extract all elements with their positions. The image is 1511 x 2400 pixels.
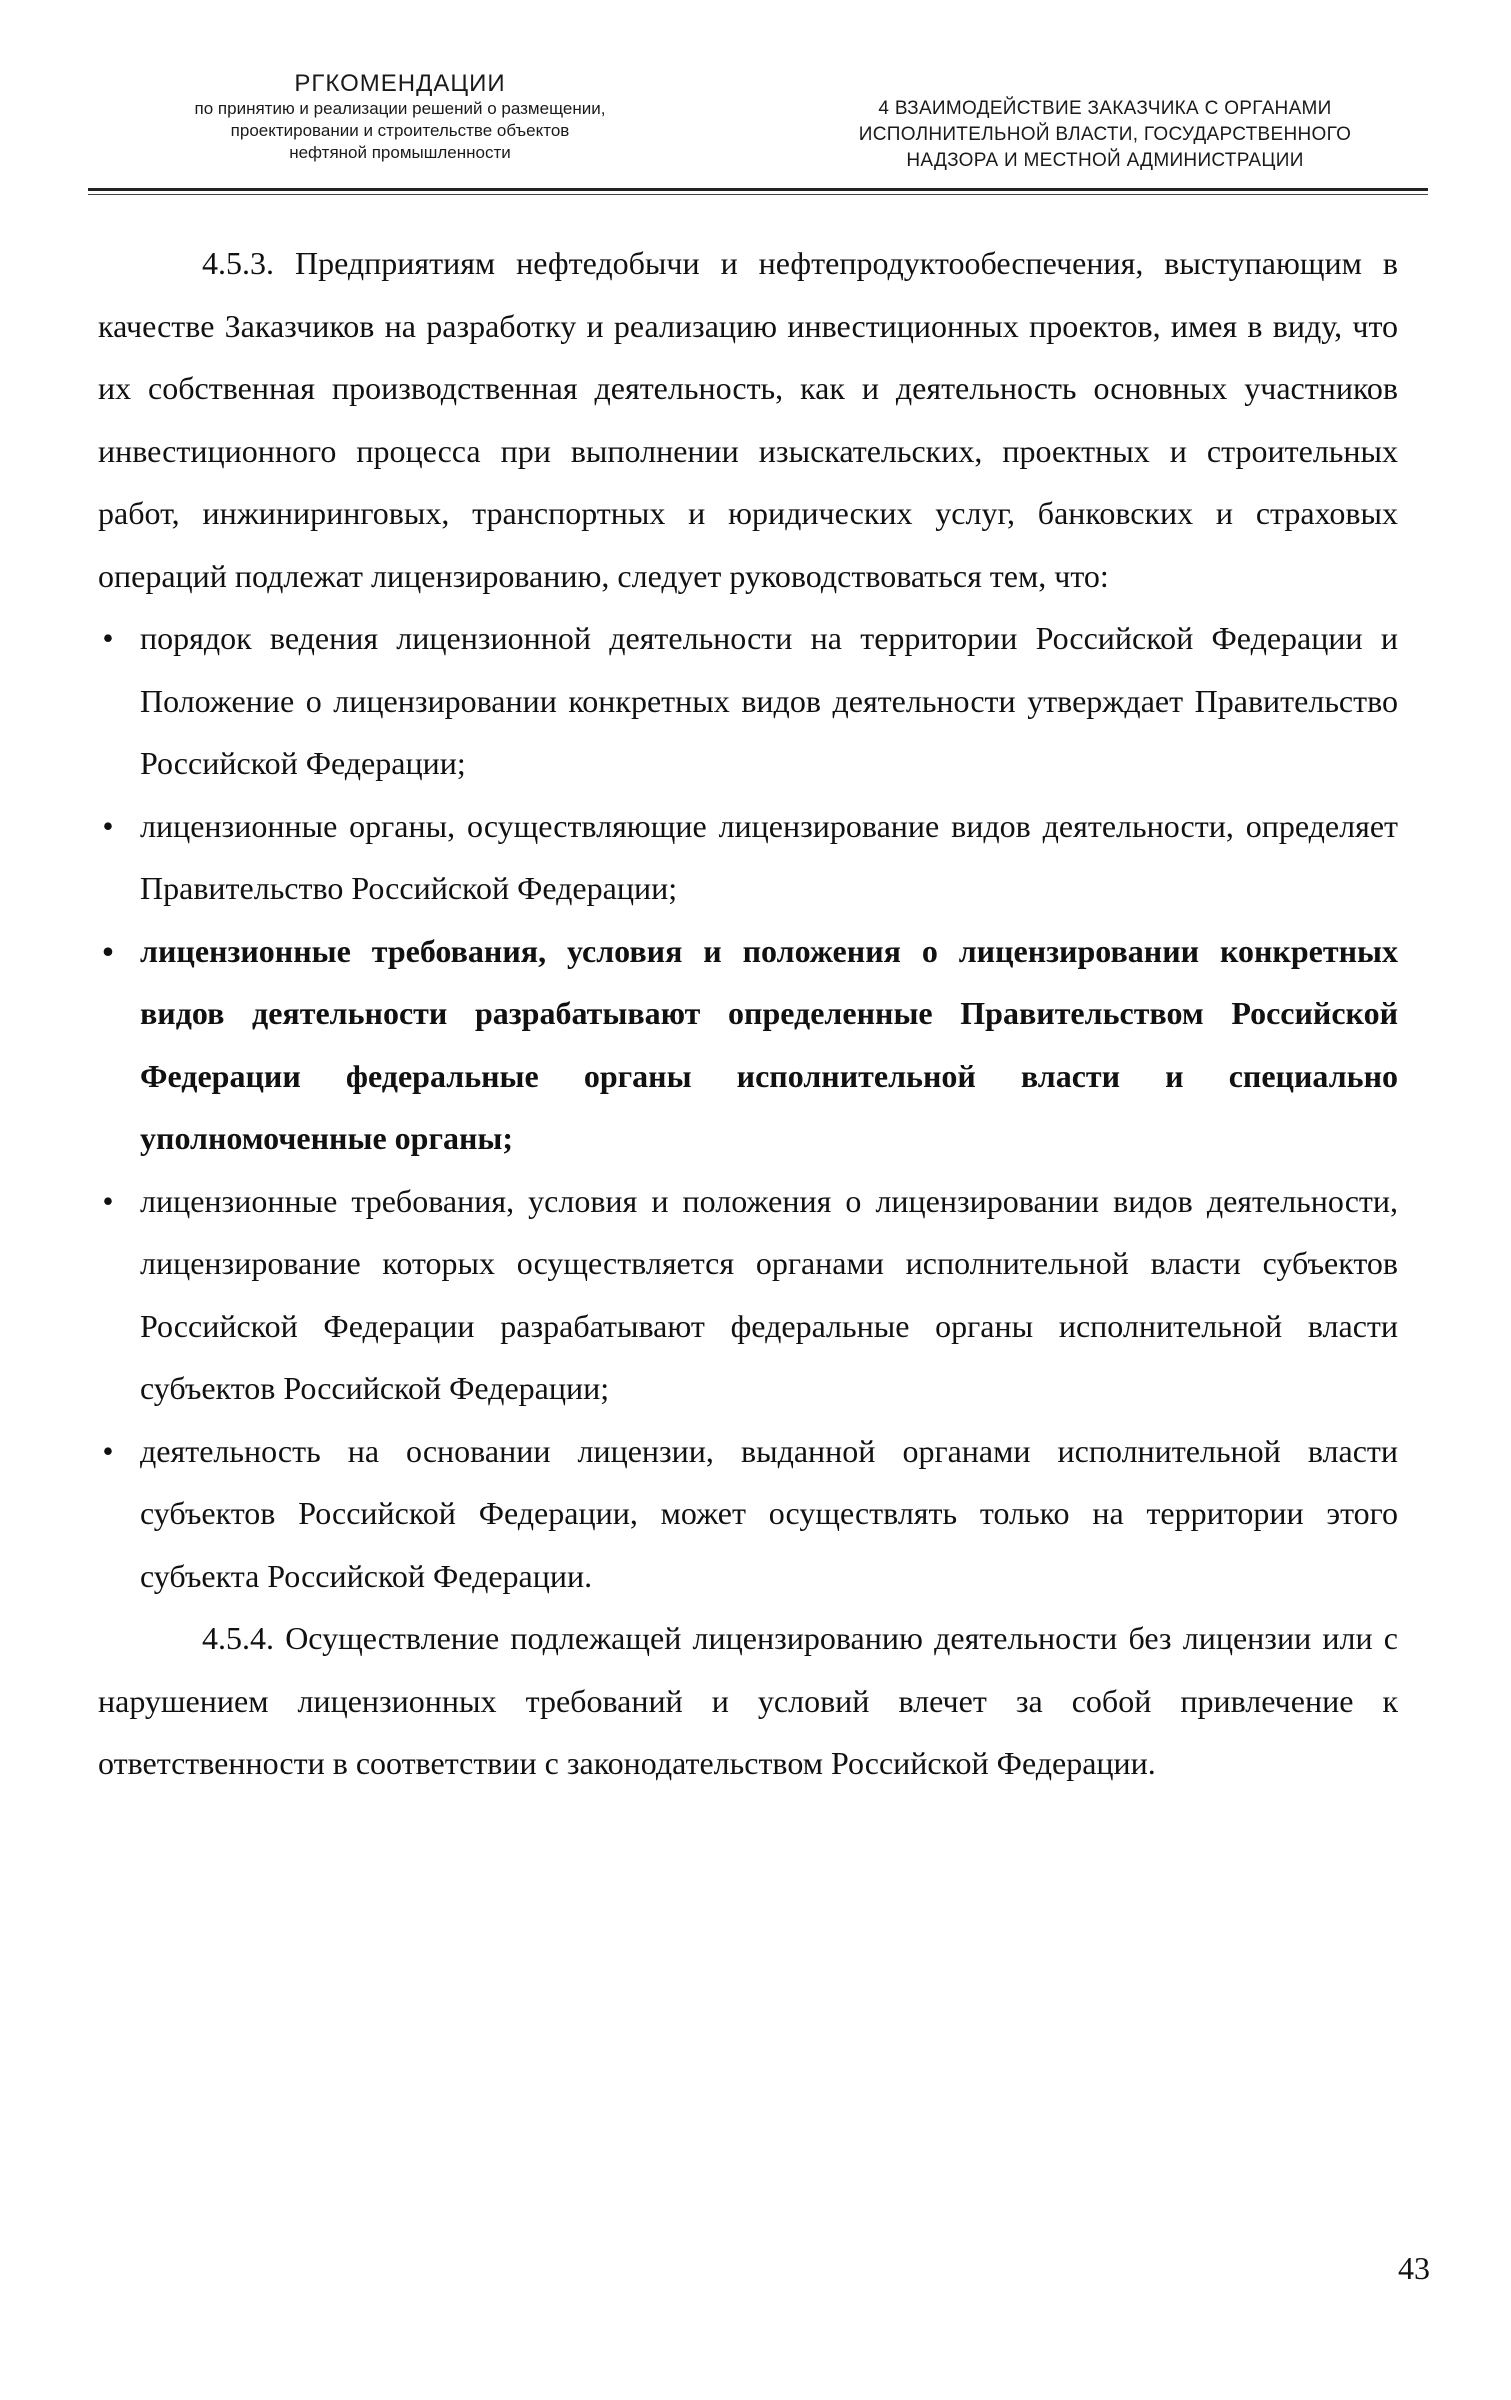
bullet-text: порядок ведения лицензионной деятельности на территории Российской Федерации и Положение о лицензировании конкретных видов деятельности утверждает Правительство Российской Федерации;: [140, 620, 1398, 781]
running-header-right: [780, 96, 1430, 174]
paragraph-4-5-3: 4.5.3. Предприятиям нефтедобычи и нефтепродуктообеспечения, выступающим в качестве Заказчиков на разработку и реализацию инвестиционных проектов, имея в виду, что их собственная производственная деятельность, как и деятельность основных участников инвестиционного процесса при выполнении изыскательских, проектных и строительных работ, инжиниринговых, транспортных и юридических услуг, банковских и страховых операций подлежат лицензированию, следует руководствоваться тем, что:: [98, 245, 1398, 594]
bullet-text: деятельность на основании лицензии, выданной органами исполнительной власти субъектов Российской Федерации, может осуществлять только на территории этого субъекта Российской Федерации.: [140, 1432, 1398, 1594]
bullet-icon: •: [102, 932, 114, 969]
bullet-item: [98, 607, 1398, 795]
running-header-left: [110, 70, 690, 164]
header-right-line: ИСПОЛНИТЕЛЬНОЙ ВЛАСТИ, ГОСУДАРСТВЕННОГО: [858, 124, 1352, 145]
header-left-line: проектировании и строительстве объектов: [230, 121, 570, 140]
header-rule-thick: [88, 188, 1428, 191]
bullet-icon: •: [102, 620, 114, 656]
bullet-item: [98, 920, 1398, 1170]
bullet-item: [98, 795, 1398, 920]
bullet-icon: •: [102, 1432, 114, 1469]
header-left-line: по принятию и реализации решений о размещении,: [194, 99, 606, 118]
bullet-icon: •: [102, 807, 114, 844]
header-left-title: РГКОМЕНДАЦИИ: [294, 70, 506, 97]
header-left-line: нефтяной промышленности: [289, 143, 511, 162]
paragraph-4-5-4: 4.5.4. Осуществление подлежащей лицензированию деятельности без лицензии или с нарушением лицензионных требований и условий влечет за собой привлечение к ответственности в соответствии с законодательством Российской Федерации.: [98, 1620, 1398, 1781]
bullet-list: [98, 607, 1398, 1607]
header-right-line: НАДЗОРА И МЕСТНОЙ АДМИНИСТРАЦИИ: [906, 150, 1304, 171]
header-right-line: 4 ВЗАИМОДЕЙСТВИЕ ЗАКАЗЧИКА С ОРГАНАМИ: [878, 98, 1332, 119]
header-rule-thin: [88, 194, 1428, 195]
page-number: 43: [1398, 2250, 1430, 2286]
bullet-text: лицензионные органы, осуществляющие лицензирование видов деятельности, определяет Правительство Российской Федерации;: [140, 807, 1398, 906]
bullet-item: [98, 1420, 1398, 1608]
bullet-text: лицензионные требования, условия и положения о лицензировании видов деятельности, лицензирование которых осуществляется органами исполнительной власти субъектов Российской Федерации разрабатывают федеральные органы исполнительной власти субъектов Российской Федерации;: [140, 1182, 1398, 1406]
body-text: [98, 232, 1398, 1795]
bullet-item: [98, 1170, 1398, 1420]
bullet-icon: •: [102, 1182, 114, 1219]
bullet-text: лицензионные требования, условия и положения о лицензировании конкретных видов деятельности разрабатывают определенные Правительством Российской Федерации федеральные органы исполнительной власти и специально уполномоченные органы;: [140, 932, 1398, 1156]
